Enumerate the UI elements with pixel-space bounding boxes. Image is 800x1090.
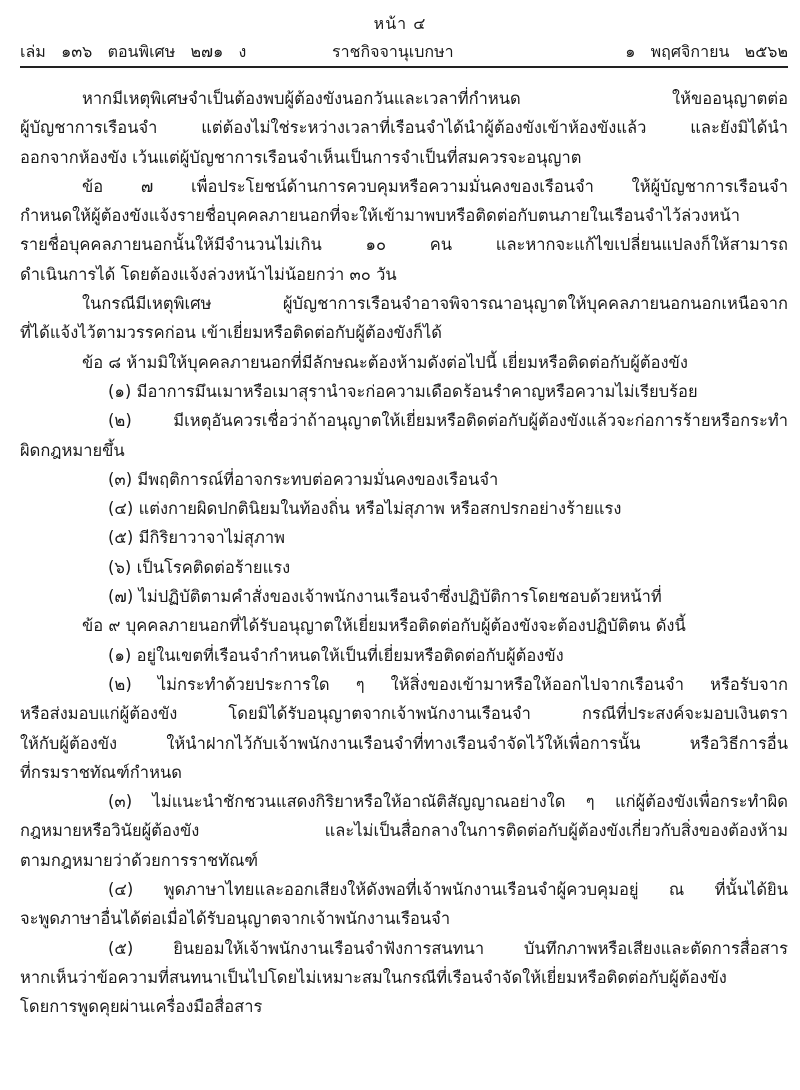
text-line: กำหนดให้ผู้ต้องขังแจ้งรายชื่อบุคคลภายนอกที่จะให้เข้ามาพบหรือติดต่อกับตนภายในเรือนจำไว้ล่วงหน้า (20, 206, 741, 226)
list-item: (๔) แต่งกายผิดปกตินิยมในท้องถิ่น หรือไม่สุภาพ หรือสกปรกอย่างร้ายแรง (108, 499, 622, 519)
text-line: ดำเนินการได้ โดยต้องแจ้งล่วงหน้าไม่น้อยกว่า ๓๐ วัน (20, 264, 397, 284)
text-line: ให้กับผู้ต้องขัง ให้นำฝากไว้กับเจ้าพนักงานเรือนจำที่ทางเรือนจำจัดไว้ให้เพื่อการนั้น หรือวิธีการอื่น (20, 733, 788, 753)
text-line: ที่กรมราชทัณฑ์กำหนด (20, 762, 182, 782)
clause-8: ข้อ ๘ ห้ามมิให้บุคคลภายนอกที่มีลักษณะต้องห้ามดังต่อไปนี้ เยี่ยมหรือติดต่อกับผู้ต้องขัง (82, 352, 688, 372)
list-item: (๒) ไม่กระทำด้วยประการใด ๆ ให้สิ่งของเข้ามาหรือให้ออกไปจากเรือนจำ หรือรับจาก (108, 674, 788, 694)
list-item: (๕) ยินยอมให้เจ้าพนักงานเรือนจำฟังการสนทนา บันทึกภาพหรือเสียงและตัดการสื่อสาร (108, 938, 788, 958)
list-item: (๑) มีอาการมึนเมาหรือเมาสุรานำจะก่อความเดือดร้อนรำคาญหรือความไม่เรียบร้อย (108, 381, 698, 401)
publication-name: ราชกิจจานุเบกษา (332, 42, 454, 61)
text-line: ตามกฎหมายว่าด้วยการราชทัณฑ์ (20, 850, 259, 870)
text-line: โดยการพูดคุยผ่านเครื่องมือสื่อสาร (20, 997, 263, 1017)
list-item: (๕) มีกิริยาวาจาไม่สุภาพ (108, 528, 285, 548)
list-item: (๑) อยู่ในเขตที่เรือนจำกำหนดให้เป็นที่เยี่ยมหรือติดต่อกับผู้ต้องขัง (108, 645, 564, 665)
text-line: กฎหมายหรือวินัยผู้ต้องขัง และไม่เป็นสื่อกลางในการติดต่อกับผู้ต้องขังเกี่ยวกับสิ่งของต้องห้าม (20, 821, 788, 841)
list-item: (๒) มีเหตุอันควรเชื่อว่าถ้าอนุญาตให้เยี่ยมหรือติดต่อกับผู้ต้องขังแล้วจะก่อการร้ายหรือกระทำ (108, 411, 788, 431)
text-line: รายชื่อบุคคลภายนอกนั้นให้มีจำนวนไม่เกิน ๑๐ คน และหากจะแก้ไขเปลี่ยนแปลงก็ให้สามารถ (20, 235, 788, 255)
text-line: ผู้บัญชาการเรือนจำ แต่ต้องไม่ใช่ระหว่างเวลาที่เรือนจำได้นำผู้ต้องขังเข้าห้องขังแล้ว และยังมิได้นำ (20, 118, 788, 138)
text-line: ที่ได้แจ้งไว้ตามวรรคก่อน เข้าเยี่ยมหรือติดต่อกับผู้ต้องขังก็ได้ (20, 323, 443, 343)
volume-issue: เล่ม ๑๓๖ ตอนพิเศษ ๒๗๑ ง (20, 42, 247, 61)
list-item: (๓) มีพฤติการณ์ที่อาจกระทบต่อความมั่นคงของเรือนจำ (108, 469, 499, 489)
text-line: หรือส่งมอบแก่ผู้ต้องขัง โดยมิได้รับอนุญาตจากเจ้าพนักงานเรือนจำ กรณีที่ประสงค์จะมอบเงินตรา (20, 704, 788, 724)
text-line: หากมีเหตุพิเศษจำเป็นต้องพบผู้ต้องขังนอกวันและเวลาที่กำหนด ให้ขออนุญาตต่อ (82, 89, 788, 108)
publication-date: ๑ พฤศจิกายน ๒๕๖๒ (625, 42, 788, 61)
list-item: (๔) พูดภาษาไทยและออกเสียงให้ดังพอที่เจ้าพนักงานเรือนจำผู้ควบคุมอยู่ ณ ที่นั้นได้ยิน (108, 880, 788, 900)
text-line: ออกจากห้องขัง เว้นแต่ผู้บัญชาการเรือนจำเห็นเป็นการจำเป็นที่สมควรจะอนุญาต (20, 147, 582, 167)
text-line: หากเห็นว่าข้อความที่สนทนาเป็นไปโดยไม่เหมาะสมในกรณีที่เรือนจำจัดให้เยี่ยมหรือติดต่อกับผู้ต้องขัง (20, 967, 727, 987)
list-item: (๗) ไม่ปฏิบัติตามคำสั่งของเจ้าพนักงานเรือนจำซึ่งปฏิบัติการโดยชอบด้วยหน้าที่ (108, 587, 662, 607)
running-header (20, 40, 788, 62)
clause-9: ข้อ ๙ บุคคลภายนอกที่ได้รับอนุญาตให้เยี่ยมหรือติดต่อกับผู้ต้องขังจะต้องปฏิบัติตน ดังนี้ (82, 616, 686, 636)
document-body (20, 84, 788, 1022)
list-item: (๖) เป็นโรคติดต่อร้ายแรง (108, 557, 291, 577)
text-line: ในกรณีมีเหตุพิเศษ ผู้บัญชาการเรือนจำอาจพิจารณาอนุญาตให้บุคคลภายนอกนอกเหนือจาก (82, 294, 788, 314)
text-line: จะพูดภาษาอื่นได้ต่อเมื่อได้รับอนุญาตจากเจ้าพนักงานเรือนจำ (20, 909, 451, 929)
text-line: ผิดกฎหมายขึ้น (20, 440, 125, 460)
page-number: หน้า ๔ (373, 14, 427, 33)
header-rule (20, 66, 788, 68)
clause-7: ข้อ ๗ เพื่อประโยชน์ด้านการควบคุมหรือความมั่นคงของเรือนจำ ให้ผู้บัญชาการเรือนจำ (82, 176, 788, 196)
list-item: (๓) ไม่แนะนำชักชวนแสดงกิริยาหรือให้อาณัติสัญญาณอย่างใด ๆ แก่ผู้ต้องขังเพื่อกระทำผิด (108, 792, 788, 812)
